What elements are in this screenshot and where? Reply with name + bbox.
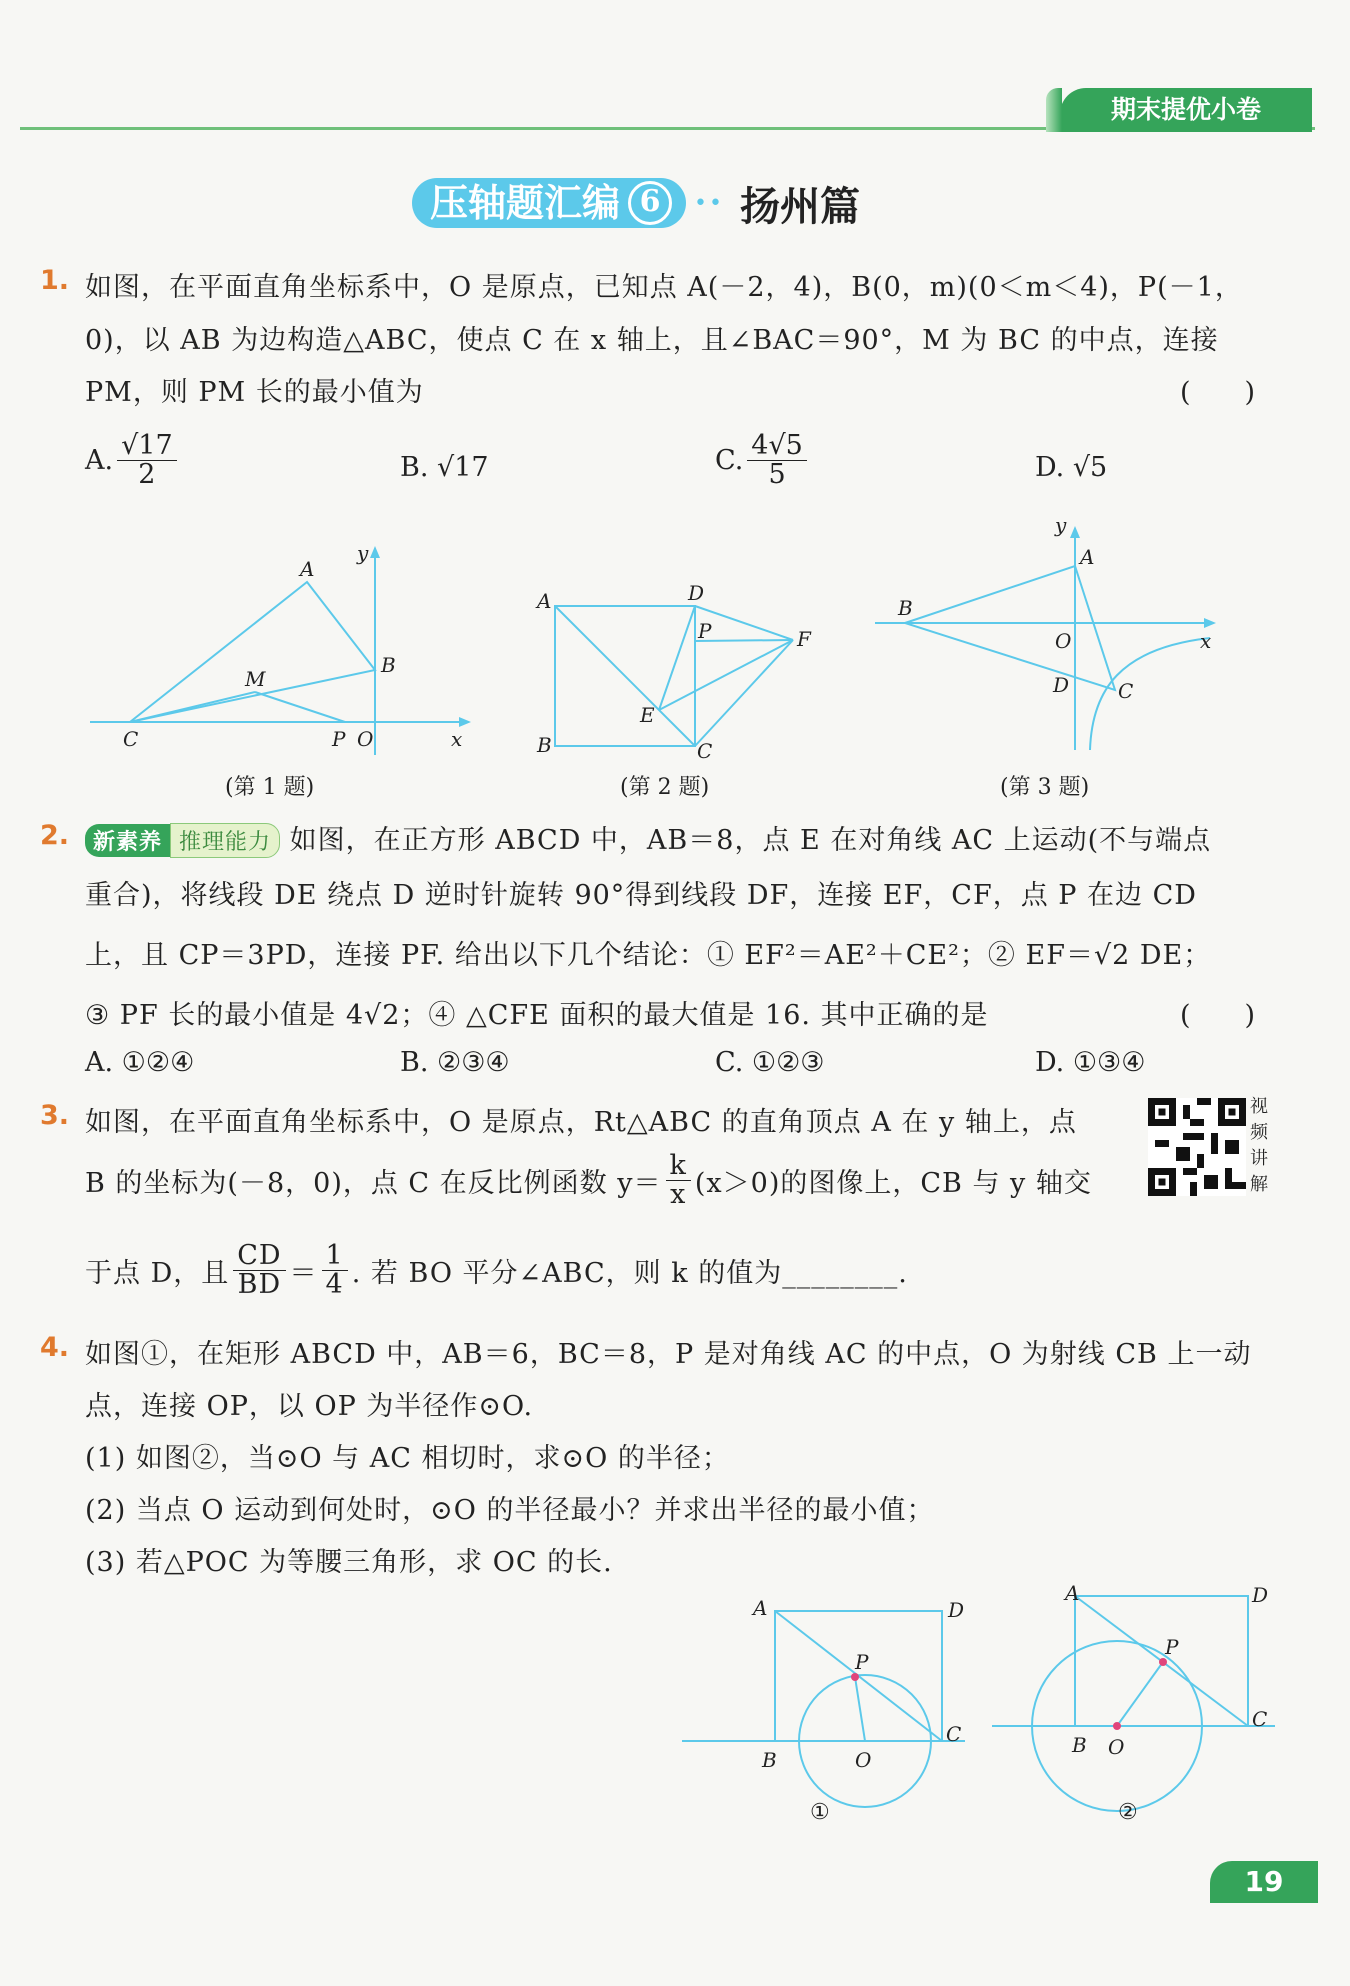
fig42-caption: ② xyxy=(1118,1800,1138,1825)
q3-frac-1: 1 xyxy=(322,1242,348,1271)
q3-fraction-kx xyxy=(666,1152,691,1209)
q4-sub-2: (2) 当点 O 运动到何处时，⊙O 的半径最小？并求出半径的最小值； xyxy=(85,1495,935,1526)
q3-line-2 xyxy=(85,1152,1092,1209)
fig1-label-o: O xyxy=(357,727,374,751)
fig41-label-p: P xyxy=(855,1650,869,1674)
fig2-diagonal-ac xyxy=(555,606,695,746)
q4-sub-3: (3) 若△POC 为等腰三角形，求 OC 的长. xyxy=(85,1547,613,1578)
q1-option-c xyxy=(715,432,811,489)
fig1-label-y: y xyxy=(357,541,369,565)
section-tag: 期末提优小卷 xyxy=(1060,88,1312,132)
page-title xyxy=(412,176,860,230)
title-text: 扬州篇 xyxy=(739,183,860,230)
q1-option-a-den: 2 xyxy=(138,459,156,490)
fig2-label-e: E xyxy=(640,703,655,727)
fig41-label-o: O xyxy=(855,1748,872,1772)
fig3-label-d: D xyxy=(1053,673,1070,697)
q3-fraction-cd-bd xyxy=(233,1242,285,1299)
q3-number: 3. xyxy=(40,1100,70,1131)
fig41-point-p xyxy=(851,1673,859,1681)
q2-line-2: 重合)，将线段 DE 绕点 D 逆时针旋转 90°得到线段 DF，连接 EF，CF，点 P 在边 CD xyxy=(85,880,1197,911)
fig1-label-m: M xyxy=(245,667,266,691)
q2-line-3: 上，且 CP＝3PD，连接 PF. 给出以下几个结论：① EF²＝AE²＋CE²；② EF＝√2 DE； xyxy=(85,940,1212,971)
fig42-label-o: O xyxy=(1108,1735,1125,1759)
q3-line-2-b: (x＞0)的图像上，CB 与 y 轴交 xyxy=(694,1168,1092,1199)
fig3-x-arrow xyxy=(1204,618,1216,628)
qr-code-icon[interactable] xyxy=(1148,1098,1246,1196)
fig2-segment-cf xyxy=(695,640,793,746)
q1-answer-paren: ( ) xyxy=(1180,377,1256,408)
fig42-label-d: D xyxy=(1252,1583,1269,1607)
fig1-label-x: x xyxy=(451,727,463,751)
fig42-label-p: P xyxy=(1165,1635,1179,1659)
q4-line-1: 如图①，在矩形 ABCD 中，AB＝6，BC＝8，P 是对角线 AC 的中点，O 为射线 CB 上一动 xyxy=(85,1339,1252,1370)
q1-line-1: 如图，在平面直角坐标系中，O 是原点，已知点 A(－2，4)，B(0，m)(0＜m＜4)，P(－1， xyxy=(85,272,1243,303)
q2-option-c: C. ①②③ xyxy=(715,1047,825,1078)
q1-number: 1. xyxy=(40,265,70,296)
fig1-label-p: P xyxy=(332,727,346,751)
q2-answer-paren: ( ) xyxy=(1180,1000,1256,1031)
q1-line-3: PM，则 PM 长的最小值为 xyxy=(85,377,424,408)
fig2-label-d: D xyxy=(688,581,705,605)
page-number: 19 xyxy=(1210,1861,1318,1903)
fig3-triangle xyxy=(905,566,1115,690)
fig3-label-a: A xyxy=(1080,545,1095,569)
fig3-label-b: B xyxy=(898,596,913,620)
fig41-label-d: D xyxy=(948,1598,965,1622)
fig42-label-a: A xyxy=(1065,1581,1080,1605)
fig42-label-b: B xyxy=(1072,1733,1087,1757)
q3-frac-4: 4 xyxy=(325,1269,344,1300)
q1-option-c-den: 5 xyxy=(768,459,786,490)
q1-option-c-num: 4√5 xyxy=(747,432,807,461)
title-pill xyxy=(412,178,686,228)
q3-line-3-c: . 若 BO 平分∠ABC，则 k 的值为________. xyxy=(351,1258,908,1289)
q3-line-3-a: 于点 D，且 xyxy=(85,1258,230,1289)
q1-option-a-label: A. xyxy=(85,445,114,476)
q1-option-b: B. √17 xyxy=(400,452,489,483)
fig3-label-o: O xyxy=(1055,629,1072,653)
figure-2 xyxy=(535,580,825,760)
q1-figure-2-caption: (第 2 题) xyxy=(620,775,710,800)
fig1-label-c: C xyxy=(123,727,139,751)
q4-number: 4. xyxy=(40,1332,70,1363)
fig2-label-p: P xyxy=(698,619,712,643)
fig1-triangle xyxy=(130,582,375,722)
q3-fraction-quarter xyxy=(322,1242,348,1299)
q3-equals: ＝ xyxy=(289,1258,318,1289)
fig41-label-c: C xyxy=(946,1722,962,1746)
q1-option-a-num: √17 xyxy=(117,432,177,461)
title-pill-text: 压轴题汇编 xyxy=(430,180,621,225)
q2-option-b: B. ②③④ xyxy=(400,1047,510,1078)
fig41-caption: ① xyxy=(810,1800,830,1825)
fig3-label-x: x xyxy=(1200,629,1212,653)
q3-line-2-a: B 的坐标为(－8，0)，点 C 在反比例函数 y＝ xyxy=(85,1168,662,1199)
fig3-hyperbola xyxy=(1090,638,1210,750)
fig1-label-b: B xyxy=(381,653,396,677)
q1-figure-caption: (第 1 题) xyxy=(225,775,315,800)
fig1-segment-pm xyxy=(255,692,345,722)
q2-line-1 xyxy=(85,818,1211,858)
q1-line-2: 0)，以 AB 为边构造△ABC，使点 C 在 x 轴上，且∠BAC＝90°，M 为 BC 的中点，连接 xyxy=(85,325,1219,356)
fig3-label-y: y xyxy=(1055,520,1067,537)
qr-label: 视频讲解 xyxy=(1250,1096,1268,1195)
fig41-label-a: A xyxy=(753,1596,768,1620)
q4-sub-1: (1) 如图②，当⊙O 与 AC 相切时，求⊙O 的半径； xyxy=(85,1443,730,1474)
q1-option-a-fraction xyxy=(117,432,177,489)
fig42-segment-op xyxy=(1117,1662,1163,1726)
title-dots: •• xyxy=(694,190,724,216)
title-number: 6 xyxy=(628,181,672,225)
q3-frac-k: k xyxy=(666,1152,691,1181)
fig42-label-c: C xyxy=(1252,1707,1268,1731)
fig41-segment-op xyxy=(855,1677,865,1741)
fig42-point-o xyxy=(1113,1722,1121,1730)
fig3-y-arrow xyxy=(1070,526,1080,538)
q2-badge-skill: 推理能力 xyxy=(170,823,280,858)
fig42-point-p xyxy=(1159,1658,1167,1666)
q2-option-d: D. ①③④ xyxy=(1035,1047,1146,1078)
fig3-label-c: C xyxy=(1118,679,1134,703)
q1-figure-3-caption: (第 3 题) xyxy=(1000,775,1090,800)
fig2-label-b: B xyxy=(537,733,552,757)
fig2-label-a: A xyxy=(537,589,552,613)
fig2-label-c: C xyxy=(697,739,713,760)
q3-frac-cd: CD xyxy=(233,1242,285,1271)
q2-option-a: A. ①②④ xyxy=(85,1047,195,1078)
q1-option-c-fraction xyxy=(747,432,807,489)
figure-3 xyxy=(870,520,1230,760)
fig2-label-f: F xyxy=(797,627,811,651)
figure-1 xyxy=(85,540,475,770)
fig1-x-arrow xyxy=(459,717,471,727)
fig1-label-a: A xyxy=(300,557,315,581)
q3-line-3 xyxy=(85,1242,908,1299)
q2-line-1-text: 如图，在正方形 ABCD 中，AB＝8，点 E 在对角线 AC 上运动(不与端点 xyxy=(289,825,1212,856)
q3-frac-x: x xyxy=(670,1179,687,1210)
figure-4-2 xyxy=(990,1580,1280,1820)
fig1-y-arrow xyxy=(370,546,380,558)
q3-line-1: 如图，在平面直角坐标系中，O 是原点，Rt△ABC 的直角顶点 A 在 y 轴上，点 xyxy=(85,1107,1077,1138)
q1-option-c-label: C. xyxy=(715,445,744,476)
q2-number: 2. xyxy=(40,820,70,851)
q2-line-4: ③ PF 长的最小值是 4√2；④ △CFE 面积的最大值是 16. 其中正确的是 xyxy=(85,1000,989,1031)
fig41-label-b: B xyxy=(762,1748,777,1772)
figure-4-1 xyxy=(680,1595,970,1835)
q3-frac-bd: BD xyxy=(237,1269,282,1300)
q1-option-d: D. √5 xyxy=(1035,452,1108,483)
q2-badge-new: 新素养 xyxy=(85,824,170,857)
q4-line-2: 点，连接 OP，以 OP 为半径作⊙O. xyxy=(85,1391,534,1422)
q1-option-a xyxy=(85,432,181,489)
